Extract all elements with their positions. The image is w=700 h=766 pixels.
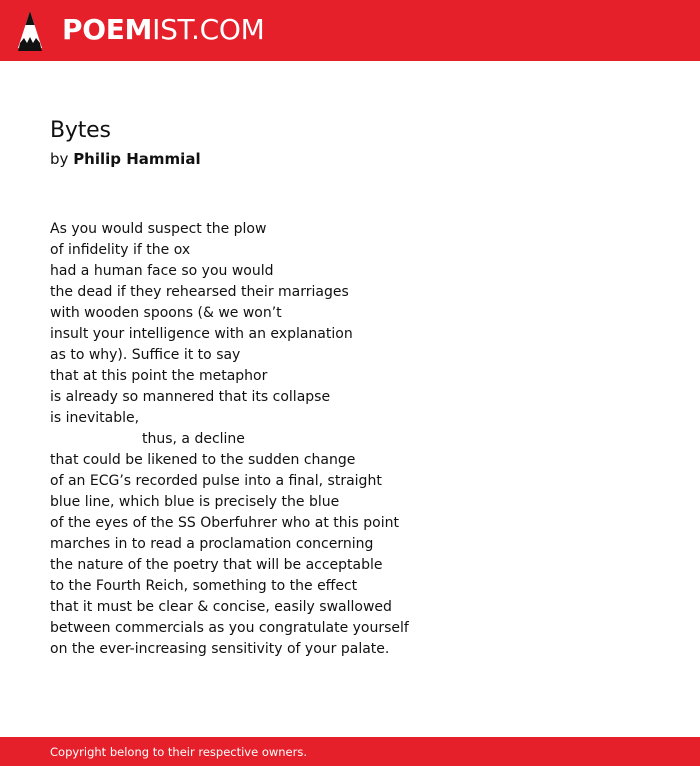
by-label: by (50, 150, 69, 168)
poem-line: blue line, which blue is precisely the blue (50, 494, 340, 510)
site-header (0, 0, 700, 61)
site-logo-link[interactable] (62, 13, 265, 47)
poem-line: to the Fourth Reich, something to the effect (50, 578, 358, 594)
poem-line: as to why). Suffice it to say (50, 347, 241, 363)
logo-bold-text: POEM (62, 13, 153, 46)
poem-line: insult your intelligence with an explanation (50, 326, 353, 342)
poem-line: the nature of the poetry that will be acceptable (50, 557, 383, 573)
poem-line: of infidelity if the ox (50, 242, 191, 258)
poem-line: the dead if they rehearsed their marriages (50, 284, 349, 300)
poem-line: with wooden spoons (& we won’t (50, 305, 282, 321)
logo-light-text: IST.COM (152, 13, 265, 46)
poem-title: Bytes (50, 118, 111, 143)
poem-line: that could be likened to the sudden change (50, 452, 356, 468)
poem-line: of the eyes of the SS Oberfuhrer who at this point (50, 515, 399, 531)
poem-line: that at this point the metaphor (50, 368, 268, 384)
poem-line: As you would suspect the plow (50, 221, 267, 237)
poem-line: marches in to read a proclamation concerning (50, 536, 374, 552)
poem-line: had a human face so you would (50, 263, 274, 279)
poem-line: is inevitable, (50, 410, 140, 426)
poem-line: on the ever-increasing sensitivity of your palate. (50, 641, 390, 657)
poem-line-indented: thus, a decline (142, 431, 245, 447)
byline (50, 149, 201, 169)
poem-line: between commercials as you congratulate yourself (50, 620, 409, 636)
poem-line: of an ECG’s recorded pulse into a final, straight (50, 473, 382, 489)
poem-body (50, 219, 650, 660)
poem-line: that it must be clear & concise, easily swallowed (50, 599, 392, 615)
site-footer (0, 737, 700, 766)
pencil-icon[interactable] (17, 10, 43, 51)
poem-line: is already so mannered that its collapse (50, 389, 331, 405)
author-name: Philip Hammial (73, 150, 201, 168)
copyright-notice: Copyright belong to their respective owners. (50, 745, 308, 759)
